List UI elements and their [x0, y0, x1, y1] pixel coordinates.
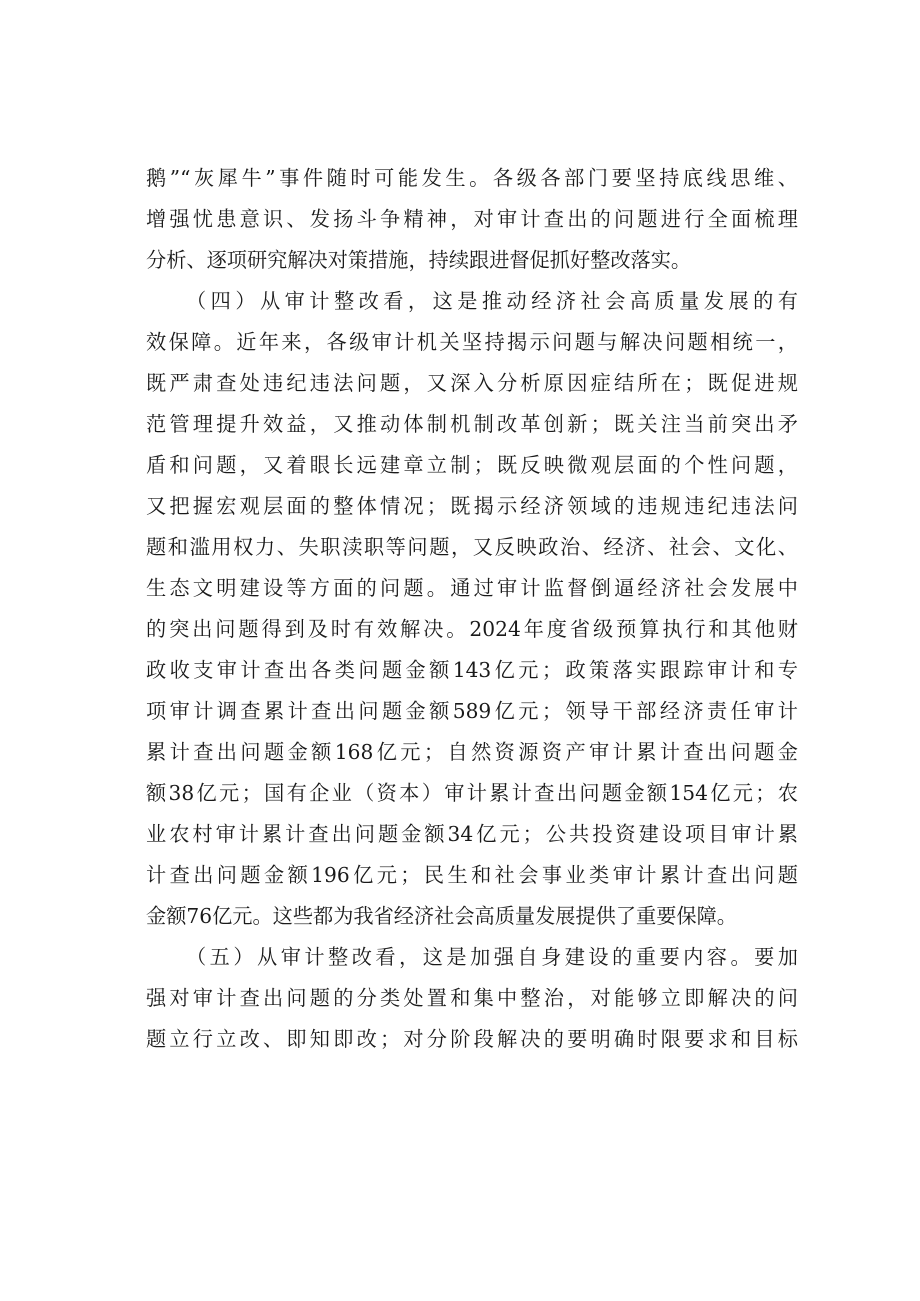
text-line: 题和滥用权力、失职渎职等问题，又反映政治、经济、社会、文化、 — [146, 535, 798, 559]
text-line: 分析、逐项研究解决对策措施，持续跟进督促抓好整改落实。 — [146, 248, 692, 272]
text-line: 累计查出问题金额168亿元；自然资源资产审计累计查出问题金 — [146, 740, 798, 764]
text-line: 范管理提升效益，又推动体制机制改革创新；既关注当前突出矛 — [146, 412, 798, 436]
text-line: 盾和问题，又着眼长远建章立制；既反映微观层面的个性问题， — [146, 453, 798, 477]
body-text — [146, 158, 798, 1060]
text-line: 项审计调查累计查出问题金额589亿元；领导干部经济责任审计 — [146, 699, 798, 723]
text-line: 金额76亿元。这些都为我省经济社会高质量发展提供了重要保障。 — [146, 904, 737, 928]
text-line: 额38亿元；国有企业（资本）审计累计查出问题金额154亿元；农 — [146, 781, 798, 805]
text-line: 政收支审计查出各类问题金额143亿元；政策落实跟踪审计和专 — [146, 658, 798, 682]
section-five-heading-line: （五）从审计整改看，这是加强自身建设的重要内容。要加 — [186, 945, 798, 969]
text-line: 计查出问题金额196亿元；民生和社会事业类审计累计查出问题 — [146, 863, 798, 887]
text-line: 增强忧患意识、发扬斗争精神，对审计查出的问题进行全面梳理 — [146, 207, 798, 231]
text-line: 既严肃查处违纪违法问题，又深入分析原因症结所在；既促进规 — [146, 371, 798, 395]
text-line: 鹅”“灰犀牛”事件随时可能发生。各级各部门要坚持底线思维、 — [146, 166, 798, 190]
text-line: 强对审计查出问题的分类处置和集中整治，对能够立即解决的问 — [146, 986, 798, 1010]
section-four-heading-line: （四）从审计整改看，这是推动经济社会高质量发展的有 — [186, 289, 798, 313]
text-line: 又把握宏观层面的整体情况；既揭示经济领域的违规违纪违法问 — [146, 494, 798, 518]
text-line: 的突出问题得到及时有效解决。2024年度省级预算执行和其他财 — [146, 617, 798, 641]
text-line: 题立行立改、即知即改；对分阶段解决的要明确时限要求和目标 — [146, 1027, 798, 1051]
text-line: 效保障。近年来，各级审计机关坚持揭示问题与解决问题相统一， — [146, 330, 798, 354]
text-line: 生态文明建设等方面的问题。通过审计监督倒逼经济社会发展中 — [146, 576, 798, 600]
text-line: 业农村审计累计查出问题金额34亿元；公共投资建设项目审计累 — [146, 822, 798, 846]
